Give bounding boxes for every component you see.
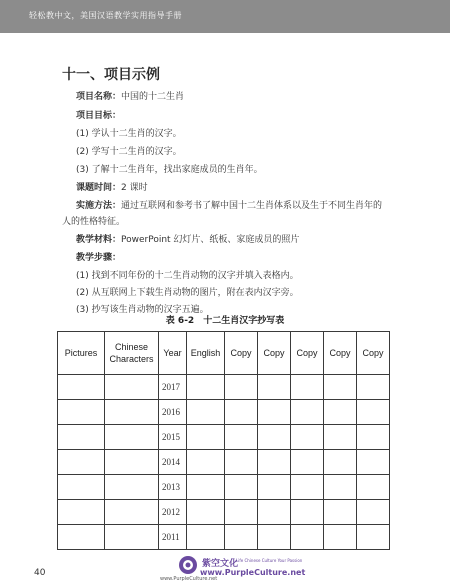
blank-cell [291, 475, 324, 500]
line-text: (1) 学认十二生肖的汉字。 [76, 129, 182, 139]
section-line [76, 232, 299, 245]
blank-cell [58, 425, 105, 450]
section-line [76, 250, 121, 263]
line-text: 人的性格特征。 [62, 217, 126, 227]
blank-cell [58, 450, 105, 475]
table-caption: 表 6-2 十二生肖汉字抄写表 [165, 316, 285, 326]
line-text: 通过互联网和参考书了解中国十二生肖体系以及生于不同生肖年的 [121, 201, 383, 211]
book-title: 轻松教中文，美国汉语教学实用指导手册 [29, 11, 182, 20]
blank-cell [291, 500, 324, 525]
blank-cell [225, 425, 258, 450]
blank-cell [58, 525, 105, 550]
section-line [76, 144, 182, 157]
blank-cell [291, 450, 324, 475]
line-label: 教学材料： [76, 235, 122, 245]
blank-cell [105, 400, 159, 425]
col-header-copy-5: Copy [357, 332, 390, 375]
blank-cell [324, 425, 357, 450]
page-number: 40 [34, 568, 46, 578]
blank-cell [324, 525, 357, 550]
year-cell: 2015 [159, 425, 187, 450]
col-header-pictures: Pictures [58, 332, 105, 375]
blank-cell [225, 475, 258, 500]
line-label: 项目名称： [76, 92, 122, 102]
section-line [76, 126, 182, 139]
blank-cell [105, 450, 159, 475]
line-text: (1) 找到不同年份的十二生肖动物的汉字并填入表格内。 [76, 271, 299, 281]
blank-cell [225, 450, 258, 475]
table-row [58, 375, 390, 400]
blank-cell [324, 475, 357, 500]
line-label: 项目目标： [76, 111, 122, 121]
section-line [76, 89, 184, 102]
year-cell: 2016 [159, 400, 187, 425]
blank-cell [187, 375, 225, 400]
blank-cell [225, 525, 258, 550]
blank-cell [357, 475, 390, 500]
blank-cell [58, 375, 105, 400]
col-header-copy-2: Copy [258, 332, 291, 375]
year-cell: 2014 [159, 450, 187, 475]
header-bar [0, 0, 450, 33]
blank-cell [105, 500, 159, 525]
section-line [76, 108, 121, 121]
table-row [58, 500, 390, 525]
blank-cell [324, 450, 357, 475]
blank-cell [258, 500, 291, 525]
blank-cell [258, 450, 291, 475]
line-text: (3) 抄写该生肖动物的汉字五遍。 [76, 305, 209, 315]
blank-cell [187, 450, 225, 475]
section-line [76, 285, 299, 298]
blank-cell [258, 400, 291, 425]
blank-cell [291, 400, 324, 425]
line-text: (2) 从互联网上下载生肖动物的图片，附在表内汉字旁。 [76, 288, 299, 298]
blank-cell [225, 500, 258, 525]
table-row [58, 525, 390, 550]
logo-icon [178, 555, 198, 575]
blank-cell [258, 425, 291, 450]
line-text: 2 课时 [121, 183, 148, 193]
zodiac-copy-table [57, 331, 390, 550]
blank-cell [291, 425, 324, 450]
watermark-url: www.PurpleCulture.net [160, 576, 218, 582]
line-label: 实施方法： [76, 201, 122, 211]
col-header-copy-3: Copy [291, 332, 324, 375]
line-text: PowerPoint 幻灯片、纸板、家庭成员的照片 [121, 235, 300, 245]
blank-cell [187, 525, 225, 550]
table-row [58, 425, 390, 450]
blank-cell [225, 400, 258, 425]
line-text: 中国的十二生肖 [121, 92, 185, 102]
blank-cell [324, 400, 357, 425]
year-cell: 2013 [159, 475, 187, 500]
table-row [58, 450, 390, 475]
table-header-row [58, 332, 390, 375]
section-line [76, 268, 299, 281]
blank-cell [324, 375, 357, 400]
blank-cell [258, 525, 291, 550]
blank-cell [187, 400, 225, 425]
blank-cell [357, 375, 390, 400]
section-line [76, 198, 382, 211]
blank-cell [324, 500, 357, 525]
blank-cell [187, 425, 225, 450]
line-text: (3) 了解十二生肖年，找出家庭成员的生肖年。 [76, 165, 263, 175]
line-label: 课题时间： [76, 183, 122, 193]
year-cell: 2012 [159, 500, 187, 525]
blank-cell [357, 400, 390, 425]
section-line [76, 162, 263, 175]
logo-url: www.PurpleCulture.net [200, 568, 306, 577]
table-row [58, 400, 390, 425]
col-header-copy-1: Copy [225, 332, 258, 375]
blank-cell [58, 400, 105, 425]
blank-cell [225, 375, 258, 400]
blank-cell [187, 500, 225, 525]
section-line [62, 214, 125, 227]
logo-tagline: Life Chinese Culture Your Passion [236, 558, 303, 563]
blank-cell [105, 375, 159, 400]
blank-cell [357, 425, 390, 450]
blank-cell [357, 525, 390, 550]
blank-cell [357, 500, 390, 525]
col-header-copy-4: Copy [324, 332, 357, 375]
table-row [58, 475, 390, 500]
section-line [76, 180, 148, 193]
blank-cell [58, 500, 105, 525]
blank-cell [258, 375, 291, 400]
year-cell: 2017 [159, 375, 187, 400]
col-header-english: English [187, 332, 225, 375]
blank-cell [187, 475, 225, 500]
blank-cell [105, 475, 159, 500]
section-title: 十一、项目示例 [62, 67, 160, 83]
logo-chinese-text: 紫空文化 [202, 559, 239, 569]
col-header-chinese-characters: Chinese Characters [105, 332, 159, 375]
blank-cell [58, 475, 105, 500]
year-cell: 2011 [159, 525, 187, 550]
blank-cell [258, 475, 291, 500]
line-label: 教学步骤： [76, 253, 122, 263]
blank-cell [291, 525, 324, 550]
blank-cell [105, 425, 159, 450]
line-text: (2) 学写十二生肖的汉字。 [76, 147, 182, 157]
col-header-year: Year [159, 332, 187, 375]
blank-cell [291, 375, 324, 400]
blank-cell [357, 450, 390, 475]
blank-cell [105, 525, 159, 550]
